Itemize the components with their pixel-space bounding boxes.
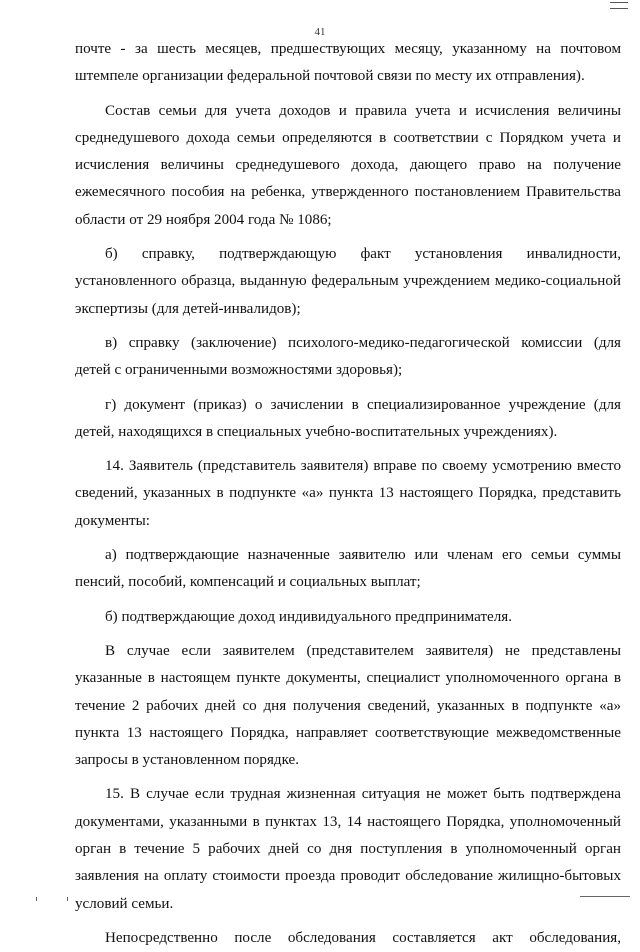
paragraph-item-v-commission: в) справку (заключение) психолого-медико-педагогической комиссии (для детей с ограниченными возможностями здоровья); [75, 334, 621, 379]
paragraph-clause-14: 14. Заявитель (представитель заявителя) вправе по своему усмотрению вместо сведений, указанных в подпункте «а» пункта 13 настоящего Порядка, представить документы: [75, 458, 621, 529]
paragraph-interagency-requests: В случае если заявителем (представителем заявителя) не представлены указанные в настоящем пункте документы, специалист уполномоченного органа в течение 2 рабочих дней со дня получения сведений, указанных в подпункте «а» пункта 13 настоящего Порядка, направляет соответствующие межведомственные запросы в установленном порядке. [75, 642, 621, 769]
scan-mark-top [610, 2, 628, 9]
paragraph-item-b-disability: б) справку, подтверждающую факт установления инвалидности, установленного образца, выданную федеральным учреждением медико-социальной экспертизы (для детей-инвалидов); [75, 246, 621, 317]
paragraph-continuation: почте - за шесть месяцев, предшествующих месяцу, указанному на почтовом штемпеле организации федеральной почтовой связи по месту их отправления). [75, 41, 621, 85]
paragraph-item-b-entrepreneur: б) подтверждающие доход индивидуального предпринимателя. [105, 608, 512, 625]
scan-mark-bottom-right [580, 896, 630, 901]
scan-mark-bottom-left [36, 897, 68, 901]
paragraph-item-a-pensions: а) подтверждающие назначенные заявителю или членам его семьи суммы пенсий, пособий, компенсаций и социальных выплат; [75, 547, 621, 591]
paragraph-clause-15: 15. В случае если трудная жизненная ситуация не может быть подтверждена документами, указанными в пунктах 13, 14 настоящего Порядка, уполномоченный орган в течение 5 рабочих дней со дня поступления в уполномоченный орган заявления на оплату стоимости проезда проводит обследование жилищно-бытовых условий семьи. [75, 786, 621, 912]
paragraph-inspection-act: Непосредственно после обследования составляется акт обследования, [105, 929, 621, 946]
page-number: 41 [314, 26, 326, 38]
paragraph-family-composition: Состав семьи для учета доходов и правила учета и исчисления величины среднедушевого дохода семьи определяются в соответствии с Порядком учета и исчисления величины среднедушевого дохода, дающего право на получение ежемесячного пособия на ребенка, утвержденного постановлением Правительства области от 29 ноября 2004 года № 1086; [75, 102, 621, 228]
document-body [75, 36, 621, 952]
paragraph-item-g-enrollment: г) документ (приказ) о зачислении в специализированное учреждение (для детей, находящихся в специальных учебно-воспитательных учреждениях). [75, 396, 621, 440]
